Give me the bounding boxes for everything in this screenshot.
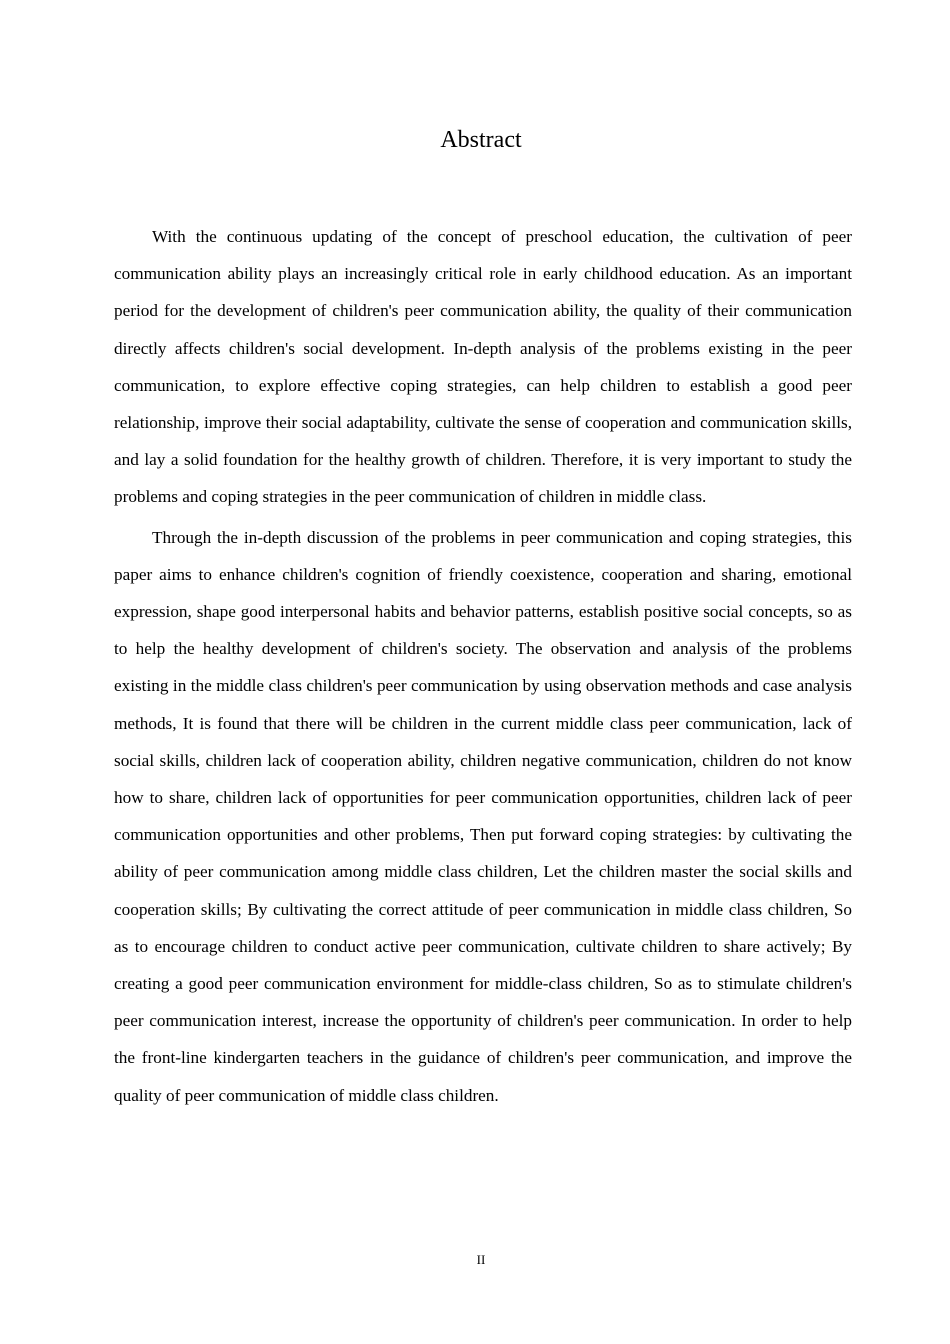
abstract-paragraph-1: With the continuous updating of the concept of preschool education, the cultivation of peer communication ability plays an increasingly critical role in early childhood education. As an important period for the development of children's peer communication ability, the quality of their communication directly affects children's social development. In-depth analysis of the problems existing in the peer communication, to explore effective coping strategies, can help children to establish a good peer relationship, improve their social adaptability, cultivate the sense of cooperation and communication skills, and lay a solid foundation for the healthy growth of children. Therefore, it is very important to study the problems and coping strategies in the peer communication of children in middle class. bbox=[114, 227, 852, 507]
page-title: Abstract bbox=[440, 127, 522, 153]
page-number: II bbox=[476, 1252, 486, 1267]
abstract-paragraph-2: Through the in-depth discussion of the problems in peer communication and coping strategies, this paper aims to enhance children's cognition of friendly coexistence, cooperation and sharing, emotional expression, shape good interpersonal habits and behavior patterns, establish positive social concepts, so as to help the healthy development of children's society. The observation and analysis of the problems existing in the middle class children's peer communication by using observation methods and case analysis methods, It is found that there will be children in the current middle class peer communication, lack of social skills, children lack of cooperation ability, children negative communication, children do not know how to share, children lack of opportunities for peer communication opportunities, children lack of peer communication opportunities and other problems, Then put forward coping strategies: by cultivating the ability of peer communication among middle class children, Let the children master the social skills and cooperation skills; By cultivating the correct attitude of peer communication in middle class children, So as to encourage children to conduct active peer communication, cultivate children to share actively; By creating a good peer communication environment for middle-class children, So as to stimulate children's peer communication interest, increase the opportunity of children's peer communication. In order to help the front-line kindergarten teachers in the guidance of children's peer communication, and improve the quality of peer communication of middle class children. bbox=[114, 527, 852, 1105]
abstract-body bbox=[114, 218, 852, 1114]
